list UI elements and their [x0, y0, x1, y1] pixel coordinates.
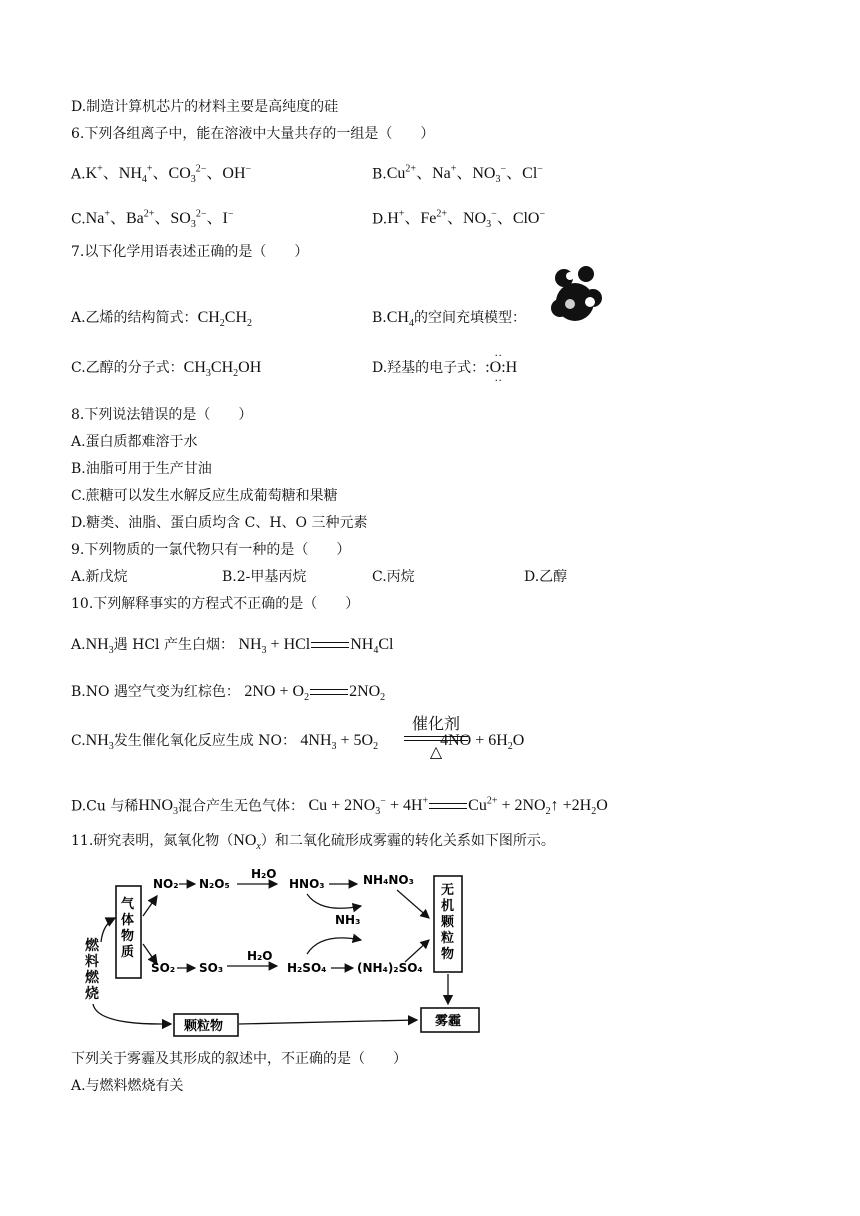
n2o5-label: N₂O₅: [199, 877, 230, 891]
q9-option-b[interactable]: B.2-甲基丙烷: [222, 569, 307, 585]
svg-text:粒: 粒: [441, 931, 455, 946]
q6-stem: 6.下列各组离子中，能在溶液中大量共存的一组是（ ）: [71, 126, 435, 142]
q7-option-c[interactable]: C.乙醇的分子式：$CH_3CH_2OH$: [71, 359, 262, 380]
svg-text:物: 物: [441, 947, 455, 962]
q5-option-d: D.制造计算机芯片的材料主要是高纯度的硅: [71, 99, 339, 115]
h2so4-label: H₂SO₄: [287, 961, 327, 975]
q9-option-c[interactable]: C.丙烷: [372, 569, 415, 585]
haze-label: 雾霾: [435, 1014, 462, 1029]
q10-option-c[interactable]: $C.NH_3$发生催化氧化反应生成 NO： $4NH_3 + 5O_2$ $4NO + 6H_2O$: [71, 732, 525, 753]
q10-option-d[interactable]: D.Cu 与稀$HNO_3$混合产生无色气体： $Cu + 2NO_3^- + 4H^+$ $Cu^{2+}$ + $2NO_2↑ +2H_2O$: [71, 796, 608, 818]
q6-option-b[interactable]: $B.Cu^{2+}$、Na+、$NO_3^-$、Cl−: [372, 164, 543, 186]
q11-option-a[interactable]: A.与燃料燃烧有关: [71, 1078, 184, 1094]
particles-label: 颗粒物: [184, 1019, 224, 1034]
q9-option-a[interactable]: A.新戊烷: [71, 569, 128, 585]
svg-text:气: 气: [121, 897, 135, 912]
fuel-char-3: 燃: [85, 970, 99, 986]
q8-option-a[interactable]: A.蛋白质都难溶于水: [71, 434, 198, 450]
h2o-bottom-label: H₂O: [247, 949, 273, 963]
q10-option-b[interactable]: B.NO 遇空气变为红棕色： $2NO + O_2$ $2NO_2$: [71, 683, 386, 704]
nh42so4-label: (NH₄)₂SO₄: [357, 961, 423, 975]
q11-stem: 11.研究表明，氮氧化物$(NO_x)$和二氧化硫形成雾霾的转化关系如下图所示。: [71, 832, 555, 853]
heat-symbol: △: [429, 742, 443, 761]
svg-text:颗: 颗: [441, 915, 455, 930]
q6-option-d[interactable]: D.H+、$Fe^{2+}$、$NO_3^-$、ClO−: [372, 209, 546, 231]
svg-text:机: 机: [441, 899, 455, 914]
svg-text:体: 体: [121, 913, 135, 928]
q10-option-a[interactable]: $A.NH_3$遇 HCl 产生白烟： $NH_3$ + HCl $NH_4Cl$: [71, 636, 394, 657]
q10c-reaction-condition: [404, 714, 468, 761]
so2-label: SO₂: [151, 961, 176, 975]
no-label: NO₂: [153, 877, 179, 891]
fuel-char-2: 料: [85, 954, 99, 970]
q8-option-d[interactable]: D.糖类、油脂、蛋白质均含 C、H、O 三种元素: [71, 515, 368, 531]
svg-text:质: 质: [121, 945, 135, 960]
haze-formation-diagram: [71, 866, 491, 1038]
q6-option-a[interactable]: A.K+、$NH_4^+$、$CO_3^{2-}$、OH−: [71, 164, 252, 186]
fuel-char-1: 燃: [85, 938, 99, 954]
h2o-top-label: H₂O: [251, 867, 277, 881]
q8-option-c[interactable]: C.蔗糖可以发生水解反应生成葡萄糖和果糖: [71, 488, 338, 504]
catalyst-label: 催化剂: [411, 714, 460, 733]
hno3-label: HNO₃: [289, 877, 325, 891]
q10-stem: 10.下列解释事实的方程式不正确的是（ ）: [71, 596, 360, 612]
methane-spacefill-model-image: [546, 264, 604, 326]
q7-option-d[interactable]: D.羟基的电子式：:O:H ·· ··: [372, 348, 518, 387]
svg-text:物: 物: [121, 929, 135, 944]
q11-question: 下列关于雾霾及其形成的叙述中，不正确的是（ ）: [71, 1051, 407, 1067]
q7-option-a[interactable]: A.乙烯的结构简式：$CH_2CH_2$: [71, 309, 253, 330]
q6-option-c[interactable]: C.Na+、$Ba^{2+}$、$SO_3^{2-}$、I−: [71, 209, 234, 231]
fuel-char-4: 烧: [85, 986, 99, 1002]
q8-stem: 8.下列说法错误的是（ ）: [71, 407, 253, 423]
q8-option-b[interactable]: B.油脂可用于生产甘油: [71, 461, 212, 477]
svg-text:无: 无: [441, 883, 455, 898]
q9-option-d[interactable]: D.乙醇: [524, 569, 568, 585]
so3-label: SO₃: [199, 961, 224, 975]
nh4no3-label: NH₄NO₃: [363, 873, 414, 887]
q9-stem: 9.下列物质的一氯代物只有一种的是（ ）: [71, 542, 351, 558]
nh3-label: NH₃: [335, 913, 361, 927]
q7-stem: 7.以下化学用语表述正确的是（ ）: [71, 244, 309, 260]
q7-option-b[interactable]: $B.CH_4$的空间充填模型：: [372, 309, 526, 330]
